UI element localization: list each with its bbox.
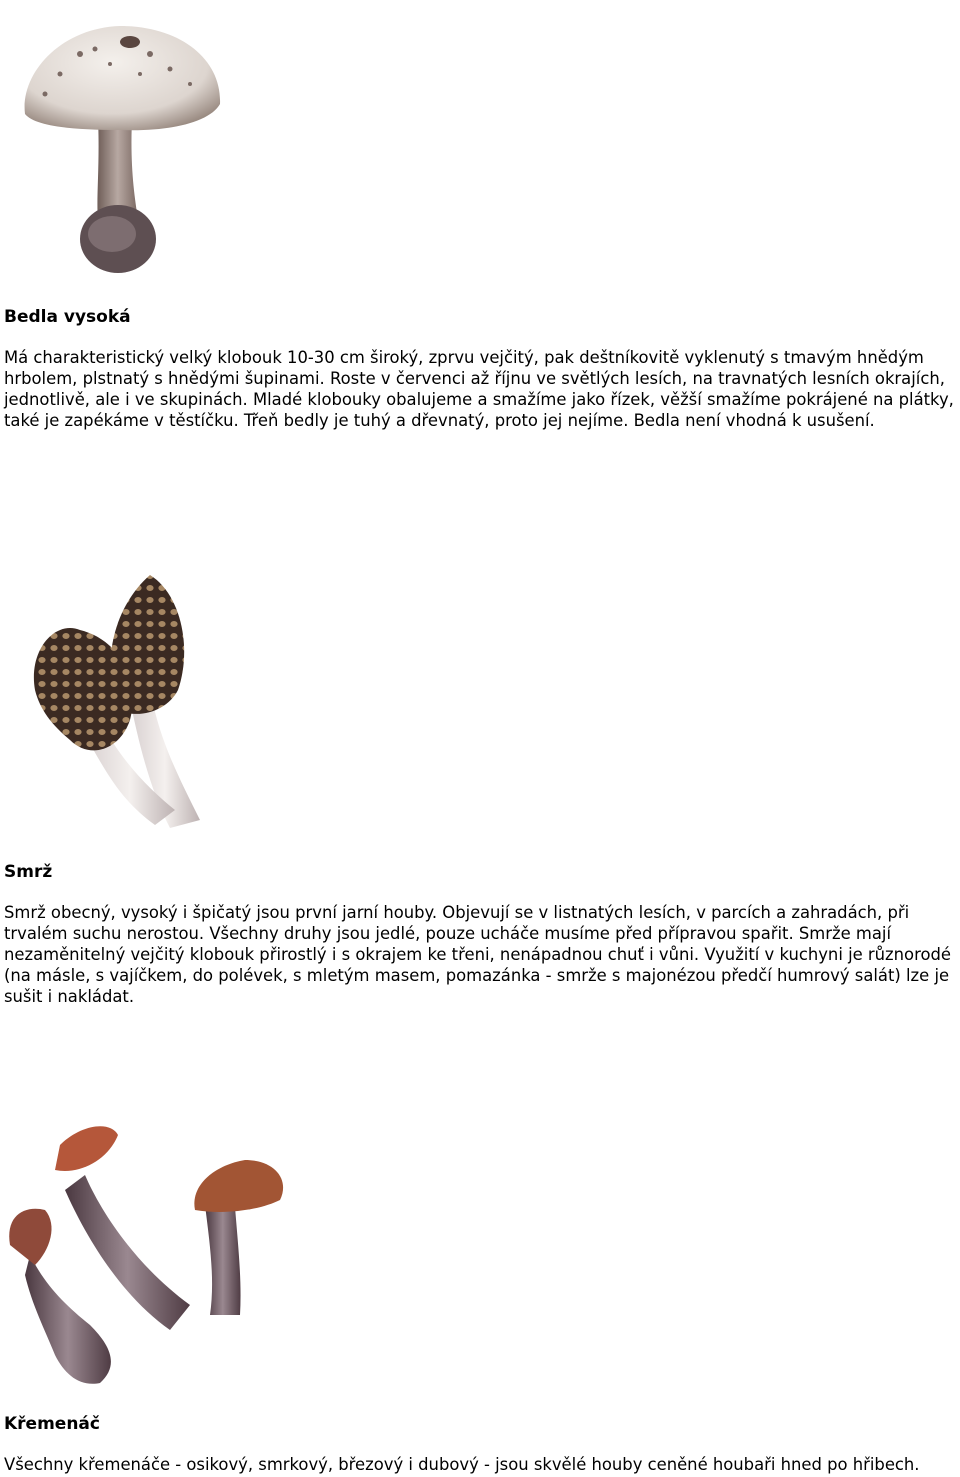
- parasol-mushroom-image: [0, 14, 240, 284]
- section-text-smrz: Smrž obecný, vysoký i špičatý jsou první jarní houby. Objevují se v listnatých lesích, v parcích a zahradách, při trvalém suchu nerostou. Všechny druhy jsou jedlé, pouze ucháče musíme před přípravou spařit. Smrže mají nezaměnitelný vejčitý klobouk přirostlý i s okrajem ke třeni, nenápadnou chuť i vůni. Využití v kuchyni je různorodé (na másle, s vajíčkem, do polévek, s mletým masem, pomazánka - smrže s majonézou předčí humrový salát) lze je sušit i nakládat.: [4, 903, 951, 1006]
- bolete-mushroom-image: [0, 1115, 300, 1395]
- section-title-kremenac: Křemenáč: [4, 1414, 100, 1434]
- section-title-bedla: Bedla vysoká: [4, 307, 131, 327]
- section-title-smrz: Smrž: [4, 862, 53, 882]
- morel-mushroom-image: [0, 570, 240, 840]
- section-text-kremenac: Všechny křemenáče - osikový, smrkový, březový i dubový - jsou skvělé houby ceněné houbaři hned po hřibech.: [4, 1455, 920, 1474]
- section-text-bedla: Má charakteristický velký klobouk 10-30 cm široký, zprvu vejčitý, pak deštníkovitě vyklenutý s tmavým hnědým hrbolem, plstnatý s hnědými šupinami. Roste v červenci až říjnu ve světlých lesích, na travnatých lesních okrajích, jednotlivě, ale i ve skupinách. Mladé klobouky obalujeme a smažíme jako řízek, věžší smažíme pokrájené na plátky, také je zapékáme v těstíčku. Třeň bedly je tuhý a dřevnatý, proto jej nejíme. Bedla není vhodná k usušení.: [4, 348, 954, 430]
